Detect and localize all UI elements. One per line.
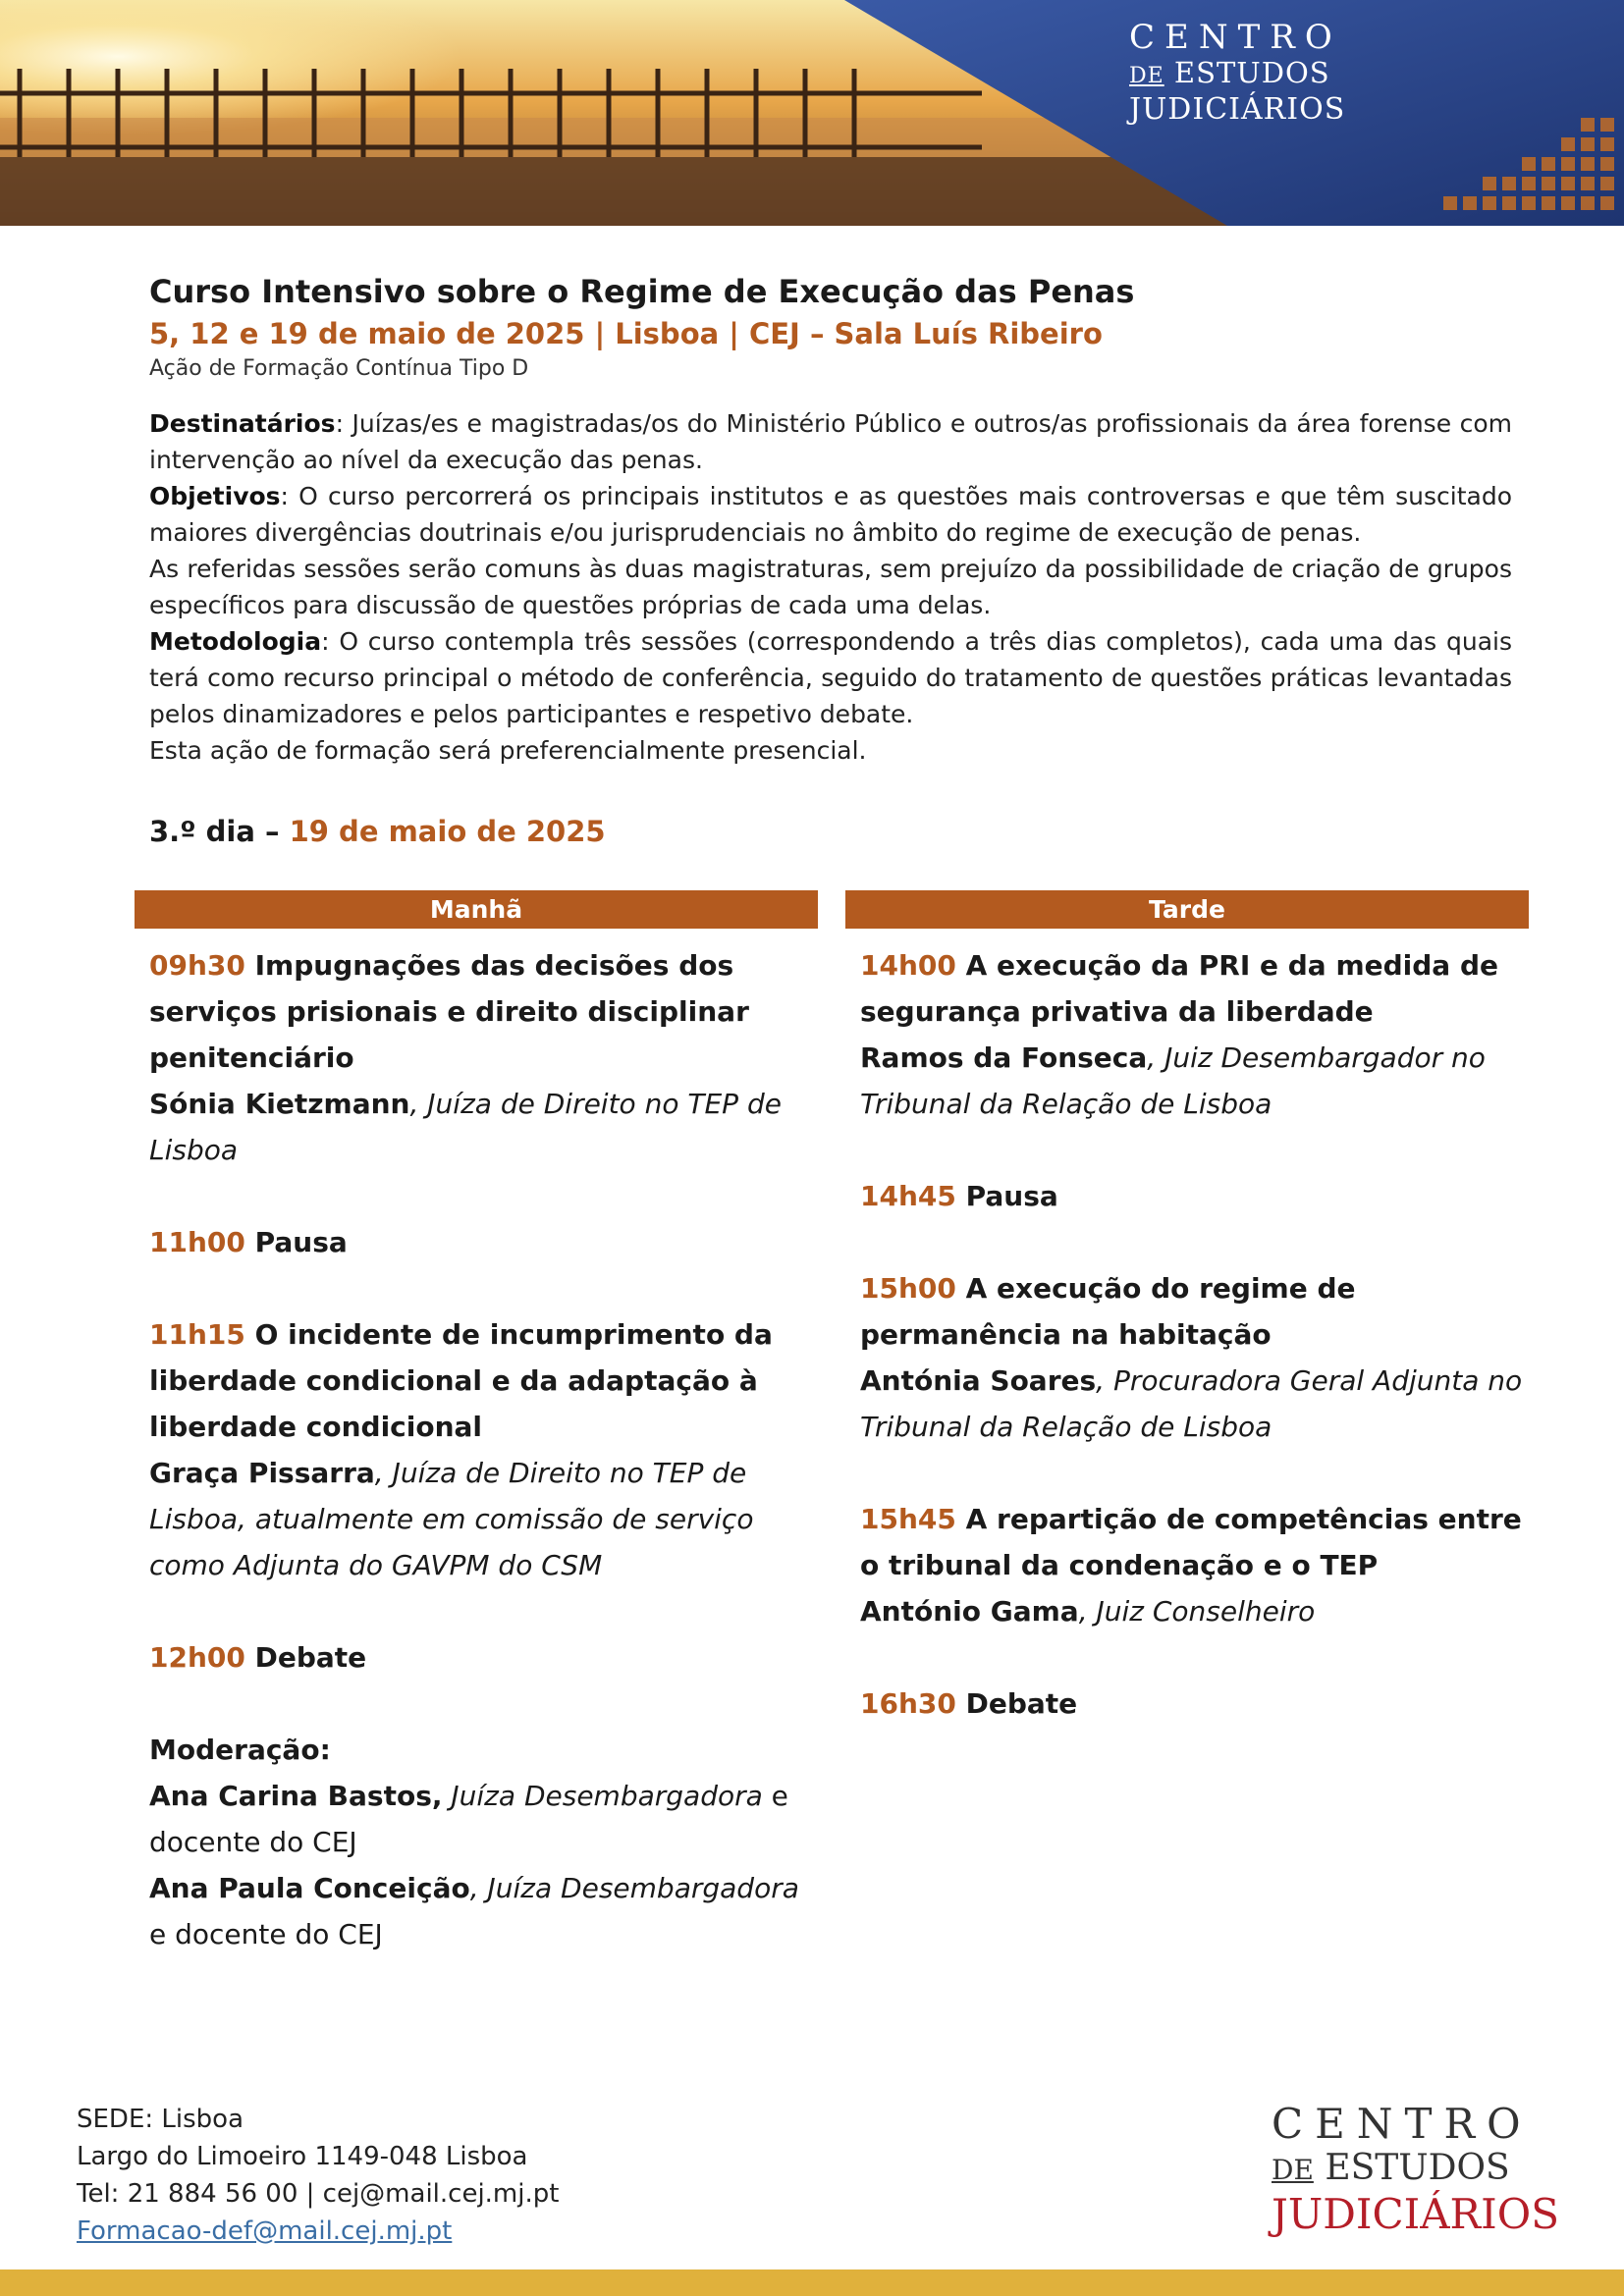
item-topic: Impugnações das decisões dos serviços prisionais e direito disciplinar penitenciário <box>149 949 749 1074</box>
afternoon-column <box>845 890 1529 1773</box>
footer-address: Largo do Limoeiro 1149-048 Lisboa <box>77 2142 528 2171</box>
logo-word-estudos <box>1272 2148 1556 2191</box>
sunset-fence-image <box>0 0 1624 226</box>
footer-sede: SEDE: Lisboa <box>77 2105 244 2134</box>
formation-type: Ação de Formação Contínua Tipo D <box>149 356 529 381</box>
item-speaker: Graça Pissarra <box>149 1457 375 1489</box>
footer-contact <box>77 2101 559 2250</box>
metodologia-text: : O curso contempla três sessões (correspondendo a três dias completos), cada uma das quais terá como recurso principal o método de conferência, seguido do tratamento de questões práticas levantadas pelos dinamizadores e pelos participantes e respetivo debate. <box>149 627 1512 728</box>
objetivos-paragraph <box>149 478 1512 551</box>
item-role: , Juiz Desembargador no Tribunal da Relação de Lisboa <box>860 1041 1486 1120</box>
morning-header: Manhã <box>135 890 818 929</box>
moderator-name: Ana Carina Bastos, <box>149 1780 443 1812</box>
sessions-paragraph: As referidas sessões serão comuns às duas magistraturas, sem prejuízo da possibilidade de criação de grupos específicos para discussão de questões próprias de cada uma delas. <box>149 555 1512 619</box>
schedule-item <box>860 1681 1528 1727</box>
course-dates-location: 5, 12 e 19 de maio de 2025 | Lisboa | CEJ – Sala Luís Ribeiro <box>149 317 1103 350</box>
item-topic: A repartição de competências entre o tribunal da condenação e o TEP <box>860 1503 1522 1581</box>
item-role: , Procuradora Geral Adjunta no Tribunal da Relação de Lisboa <box>860 1364 1523 1443</box>
logo-word-estudos <box>1129 57 1335 92</box>
item-time: 15h00 <box>860 1272 956 1305</box>
moderation-block <box>149 1727 817 1957</box>
logo-word-estudos-text: ESTUDOS <box>1313 2148 1510 2188</box>
moderator-role: , Juíza Desembargadora <box>469 1872 799 1904</box>
course-info <box>149 270 1512 769</box>
item-topic: Pausa <box>955 1180 1058 1212</box>
logo-word-judiciarios: JUDICIÁRIOS <box>1272 2190 1559 2238</box>
item-role: , Juiz Conselheiro <box>1078 1595 1316 1628</box>
destinatarios-label: Destinatários <box>149 409 336 438</box>
destinatarios-text: : Juízas/es e magistradas/os do Ministério Público e outros/as profissionais da área forense com intervenção ao nível da execução das penas. <box>149 409 1512 474</box>
schedule-item <box>149 1311 817 1588</box>
day-label: 3.º dia – <box>149 815 290 848</box>
moderator-role-rest: e docente do CEJ <box>149 1918 383 1950</box>
item-role: , Juíza de Direito no TEP de Lisboa, atualmente em comissão de serviço como Adjunta do GAVPM do CSM <box>149 1457 754 1581</box>
afternoon-header: Tarde <box>845 890 1529 929</box>
item-time: 14h00 <box>860 949 956 982</box>
header-banner <box>0 0 1624 226</box>
metodologia-paragraph <box>149 623 1512 732</box>
moderator-name: Ana Paula Conceição <box>149 1872 470 1904</box>
item-speaker: António Gama <box>860 1595 1079 1628</box>
course-title: Curso Intensivo sobre o Regime de Execução das Penas <box>149 273 1135 310</box>
metodologia-label: Metodologia <box>149 627 322 656</box>
item-time: 12h00 <box>149 1641 245 1674</box>
presencial-paragraph: Esta ação de formação será preferencialmente presencial. <box>149 736 867 765</box>
schedule-item <box>860 942 1528 1127</box>
item-topic: A execução da PRI e da medida de segurança privativa da liberdade <box>860 949 1498 1028</box>
item-topic: Debate <box>244 1641 367 1674</box>
description-block <box>149 405 1512 769</box>
morning-column <box>135 890 818 2003</box>
schedule-item <box>149 942 817 1173</box>
item-time: 15h45 <box>860 1503 956 1535</box>
destinatarios-paragraph <box>149 405 1512 478</box>
objetivos-label: Objetivos <box>149 482 281 510</box>
schedule-item <box>149 1634 817 1681</box>
item-role: , Juíza de Direito no TEP de Lisboa <box>149 1088 782 1166</box>
logo-word-judiciarios: JUDICIÁRIOS <box>1129 92 1346 127</box>
schedule-item <box>860 1173 1528 1219</box>
item-topic: A execução do regime de permanência na habitação <box>860 1272 1356 1351</box>
logo-word-centro: CENTRO <box>1129 18 1342 57</box>
bottom-color-bar <box>0 2269 1624 2296</box>
item-time: 16h30 <box>860 1687 956 1720</box>
moderator-role-rest: e docente do CEJ <box>149 1780 788 1858</box>
footer-email-link[interactable]: Formacao-def@mail.cej.mj.pt <box>77 2216 453 2246</box>
item-time: 14h45 <box>860 1180 956 1212</box>
objetivos-text: : O curso percorrerá os principais institutos e as questões mais controversas e que têm suscitado maiores divergências doutrinais e/ou jurisprudenciais no âmbito do regime de execução de penas. <box>149 482 1512 547</box>
logo-word-de: DE <box>1129 64 1164 88</box>
moderation-label: Moderação: <box>149 1734 331 1766</box>
item-speaker: Ramos da Fonseca <box>860 1041 1148 1074</box>
cej-logo-header <box>1129 18 1346 128</box>
schedule-item <box>149 1219 817 1265</box>
item-speaker: Sónia Kietzmann <box>149 1088 410 1120</box>
item-topic: O incidente de incumprimento da liberdade condicional e da adaptação à liberdade condicional <box>149 1318 773 1443</box>
day-heading <box>149 815 606 848</box>
day-date: 19 de maio de 2025 <box>289 815 606 848</box>
item-time: 11h15 <box>149 1318 245 1351</box>
cej-logo-footer <box>1272 2100 1559 2238</box>
item-topic: Debate <box>955 1687 1078 1720</box>
schedule-item <box>860 1496 1528 1634</box>
item-time: 09h30 <box>149 949 245 982</box>
logo-word-centro: CENTRO <box>1272 2100 1533 2148</box>
item-time: 11h00 <box>149 1226 245 1258</box>
footer-phone-email: Tel: 21 884 56 00 | cej@mail.cej.mj.pt <box>77 2179 560 2209</box>
schedule-item <box>860 1265 1528 1450</box>
item-topic: Pausa <box>244 1226 348 1258</box>
logo-word-de: DE <box>1272 2154 1314 2186</box>
moderator-role: Juíza Desembargadora <box>442 1780 763 1812</box>
item-speaker: Antónia Soares <box>860 1364 1097 1397</box>
logo-word-estudos-text: ESTUDOS <box>1164 56 1330 89</box>
